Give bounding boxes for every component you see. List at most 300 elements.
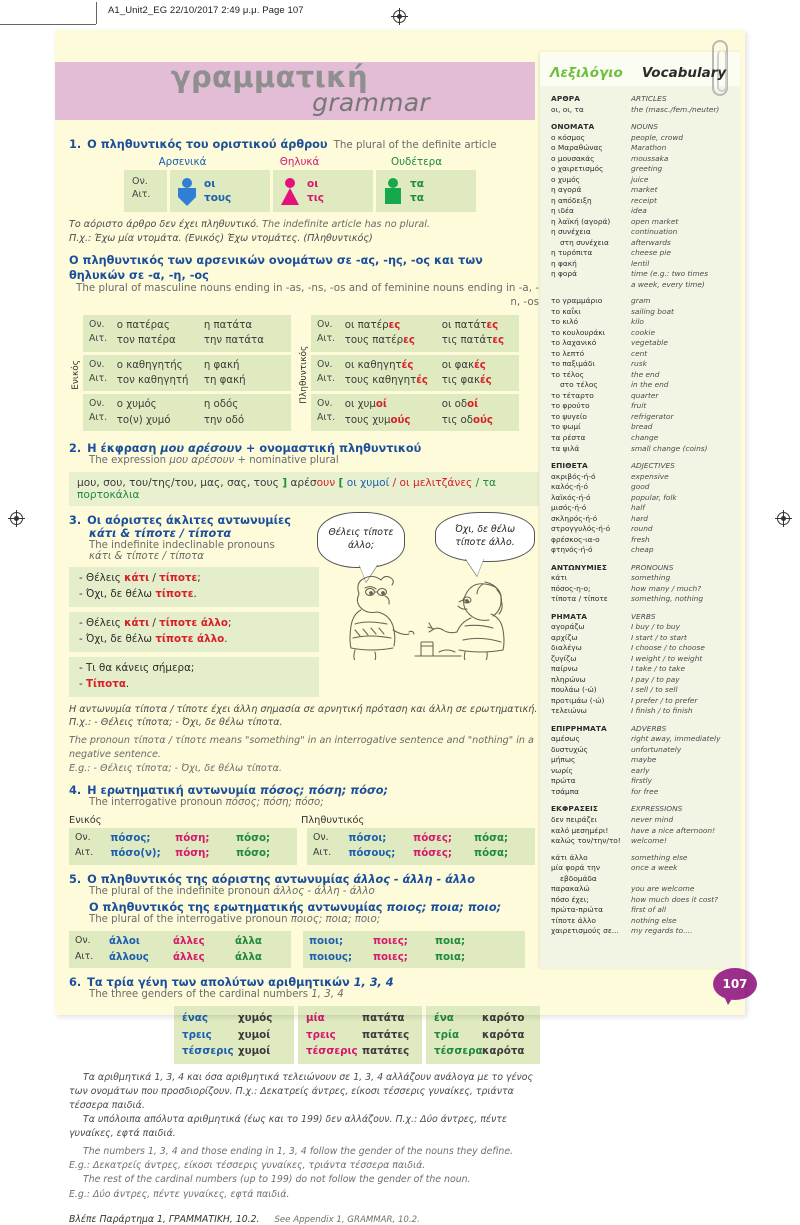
vocabulary-term-greek: χαιρετισμούς σε... <box>551 926 619 936</box>
main-content-column <box>69 130 539 1225</box>
vocabulary-term-english: expensive <box>631 471 669 481</box>
vocabulary-term-greek: φτηνός-ή-ό <box>551 545 593 555</box>
article-words-masculine <box>204 177 231 205</box>
vocabulary-term-greek: εβδομάδα <box>560 873 597 883</box>
vocabulary-term-english: early <box>631 765 650 775</box>
vocabulary-term-greek: οι, οι, τα <box>551 104 584 114</box>
bracket-open-icon: [ <box>338 476 344 489</box>
vocabulary-term-greek: το κουλουράκι <box>551 327 606 337</box>
noun-form: ο πατέρας <box>116 320 170 332</box>
pronoun-form: πόσο; <box>236 833 271 845</box>
vocabulary-term-greek: ζυγίζω <box>551 653 577 663</box>
vocabulary-term-greek: στρογγυλός-ή-ό <box>551 524 611 534</box>
noun-declension-tables <box>69 315 539 434</box>
vocabulary-term-english: kilo <box>631 317 644 327</box>
vocabulary-entry <box>551 105 733 116</box>
case-labels-cell <box>124 170 170 212</box>
table-row <box>313 846 531 861</box>
vocabulary-term-greek: η λαϊκή (αγορά) <box>551 216 611 226</box>
section-5-heading2-english: The plural of the interrogative pronoun ποιος; ποια; ποιο; <box>89 913 381 925</box>
posos-plural-table <box>307 828 535 865</box>
example-line: - Τι θα κάνεις σήμερα; <box>79 661 195 674</box>
speech-bubble-question: Θέλεις τίποτε άλλο; <box>317 512 405 568</box>
vocabulary-term-greek: τα ψιλά <box>551 443 580 453</box>
vocabulary-group <box>551 612 733 717</box>
vocabulary-term-greek: καλός-ή-ό <box>551 482 589 492</box>
vocabulary-term-english: idea <box>631 206 647 216</box>
vocabulary-entry <box>551 685 733 696</box>
vocabulary-term-greek: πρώτα <box>551 776 576 786</box>
vocabulary-term-greek: παρακαλώ <box>551 884 590 894</box>
vocabulary-entry <box>551 380 733 391</box>
vocabulary-term-english: cookie <box>631 327 655 337</box>
table-row <box>182 1027 290 1043</box>
vocabulary-term-english: never mind <box>631 815 674 824</box>
appendix-reference-english: See Appendix 1, GRAMMAR, 10.2. <box>274 1214 420 1225</box>
vocabulary-term-english: nothing else <box>631 915 677 925</box>
expression-option-1: οι χυμοί <box>346 476 390 489</box>
poios-table <box>303 931 525 969</box>
section-4-heading-greek: Η ερωτηματική αντωνυμία πόσος; πόση; πόσο; <box>87 784 389 798</box>
table-row <box>434 1043 536 1059</box>
vocabulary-term-english: receipt <box>631 195 657 205</box>
section-5-heading2-greek: Ο πληθυντικός της ερωτηματικής αντωνυμίας ποιος; ποια; ποιο; <box>89 900 502 914</box>
vocabulary-entry <box>551 493 733 504</box>
noun-form: την πατάτα <box>203 335 264 347</box>
article-fem-nom: οι <box>307 177 319 190</box>
cartoon-illustration <box>315 510 541 660</box>
section-1-number: 1. <box>69 138 82 151</box>
vocabulary-term-english: unfortunately <box>631 744 682 754</box>
expression-verb: αρέσουν <box>290 476 336 489</box>
vocabulary-entry <box>551 594 733 605</box>
vocabulary-term-greek: το παξιμάδι <box>551 359 595 369</box>
vocabulary-term-english: how many / much? <box>631 583 702 593</box>
vocabulary-term-english: you are welcome <box>631 884 695 894</box>
table-row <box>75 934 287 950</box>
vocabulary-term-greek: στη συνέχεια <box>560 237 609 247</box>
vocabulary-term-english: maybe <box>631 755 657 765</box>
section-6-heading-english: The three genders of the cardinal numbers 1, 3, 4 <box>89 989 344 1001</box>
vocabulary-entry <box>551 338 733 349</box>
vocabulary-term-greek: το καΐκι <box>551 306 581 316</box>
vocabulary-term-english: round <box>631 524 653 534</box>
vocabulary-entry <box>551 444 733 455</box>
vocabulary-entry <box>551 573 733 584</box>
vocabulary-term-greek: διαλέγω <box>551 643 582 653</box>
case-label: Αιτ. <box>313 847 332 859</box>
vocabulary-entry <box>551 926 733 937</box>
vocabulary-term-greek: τίποτα / τίποτε <box>551 594 608 604</box>
print-stamp-text: A1_Unit2_EG 22/10/2017 2:49 μ.μ. Page 107 <box>108 5 304 16</box>
table-row <box>309 950 521 966</box>
vocabulary-entry <box>551 472 733 483</box>
definite-article-table <box>124 170 476 212</box>
vocabulary-entry <box>551 391 733 402</box>
vocabulary-term-greek: τίποτε άλλο <box>551 915 596 925</box>
section-1-subheading-english: The plural of masculine nouns ending in -as, -ns, -os and of feminine nouns ending in -a, -n, -os <box>76 282 539 308</box>
case-label: Ον. <box>317 358 333 370</box>
noun-word: χυμοί <box>238 1045 271 1058</box>
noun-form: οι χυμοί <box>344 399 387 411</box>
allos-table <box>69 931 291 969</box>
case-label: Αιτ. <box>317 412 336 424</box>
vocabulary-term-greek: ο κόσμος <box>551 132 585 142</box>
vocabulary-term-english: the end <box>631 369 660 379</box>
pronoun-form: πόσους; <box>348 848 396 860</box>
vocabulary-term-english <box>631 874 731 885</box>
section-3-heading-greek-line2: κάτι & τίποτε / τίποτα <box>89 526 232 540</box>
singular-noun-table <box>83 315 291 434</box>
vocabulary-entry <box>551 787 733 798</box>
vocabulary-term-greek: αρχίζω <box>551 632 578 642</box>
vocabulary-term-english: lentil <box>631 258 650 268</box>
registration-mark-icon <box>391 8 408 25</box>
vocabulary-group <box>551 804 733 936</box>
pronoun-form: πόσες; <box>413 848 452 860</box>
case-label: Αιτ. <box>75 950 94 962</box>
case-label: Ον. <box>75 934 91 946</box>
pronoun-form: άλλους <box>109 951 149 963</box>
vocabulary-term-english: time (e.g.: two times <box>631 269 709 279</box>
vocabulary-entry <box>551 143 733 154</box>
noun-form: τη φακή <box>203 374 246 386</box>
vocabulary-term-greek: το τέταρτο <box>551 390 594 400</box>
article-neut-acc: τα <box>410 192 424 204</box>
noun-form: οι οδοί <box>441 399 479 411</box>
vocabulary-entry <box>551 734 733 745</box>
vocabulary-entry <box>551 259 733 270</box>
section-5-heading-greek: Ο πληθυντικός της αόριστης αντωνυμίας άλλος - άλλη - άλλο <box>87 872 475 886</box>
vocabulary-group <box>551 122 733 454</box>
crop-rule-vertical <box>96 2 97 24</box>
plural-noun-table <box>311 315 519 434</box>
vocabulary-category <box>551 563 733 574</box>
vocabulary-entry <box>551 654 733 665</box>
section-5-header <box>69 873 539 886</box>
noun-form: οι φακές <box>441 359 486 371</box>
vocabulary-term-english: a week, every time) <box>631 279 705 289</box>
vocabulary-term-english: fresh <box>631 534 650 544</box>
allos-poios-tables <box>69 931 539 969</box>
pronoun-form: άλλες <box>173 951 205 963</box>
vocabulary-term-greek: τα ρέστα <box>551 432 586 442</box>
vocabulary-term-english: hard <box>631 513 648 523</box>
vocabulary-term-greek: μήπως <box>551 755 576 765</box>
noun-form: τις οδούς <box>441 414 493 426</box>
vocabulary-category-greek: ΑΝΤΩΝΥΜΙΕΣ <box>551 562 607 572</box>
expression-strip: μου, σου, του/της/του, μας, σας, τους ] αρέσουν [ οι χυμοί / οι μελιτζάνες / τα πορτοκάλια <box>69 472 539 506</box>
page-canvas <box>55 30 748 1225</box>
example-line: - Όχι, δε θέλω τίποτε. <box>79 587 197 600</box>
note-greek-1: Το αόριστο άρθρο δεν έχει πληθυντικό. <box>69 219 260 230</box>
footnote-english-1: The numbers 1, 3, 4 and those ending in 1, 3, 4 follow the gender of the nouns they define. <box>83 1146 514 1158</box>
vocabulary-entry <box>551 633 733 644</box>
pronoun-form: άλλες <box>173 935 205 947</box>
vocabulary-term-english: quarter <box>631 390 659 400</box>
vocabulary-term-english: people, crowd <box>631 132 684 142</box>
vocabulary-entry <box>551 706 733 717</box>
section-6-number: 6. <box>69 976 82 990</box>
vocabulary-term-greek: αγοράζω <box>551 622 585 632</box>
vocabulary-term-english: Marathon <box>631 143 667 153</box>
vocabulary-entry <box>551 905 733 916</box>
vocabulary-entry <box>551 675 733 686</box>
table-row <box>434 1010 536 1026</box>
crop-rule-horizontal <box>0 24 96 25</box>
table-row <box>75 846 293 861</box>
case-label: Αιτ. <box>317 372 336 384</box>
table-row <box>306 1043 418 1059</box>
case-label: Ον. <box>75 832 91 844</box>
vocabulary-term-english: once a week <box>631 863 678 873</box>
vocabulary-term-english: right away, immediately <box>631 734 721 744</box>
vocabulary-term-greek: δυστυχώς <box>551 744 589 754</box>
vocabulary-title-greek: Λεξιλόγιο <box>550 65 623 81</box>
section-3-note-english-1: The pronoun τίποτα / τίποτε means "something" in an interrogative sentence and "nothing" in a negative sentence. <box>69 735 534 761</box>
vocabulary-term-english: open market <box>631 216 679 226</box>
numbers-feminine-column <box>298 1006 422 1063</box>
vocabulary-term-greek: καλώς τον/την/το! <box>551 836 621 846</box>
vocabulary-title-english: Vocabulary <box>641 65 727 81</box>
vocabulary-term-english: bread <box>631 422 653 432</box>
vocabulary-term-greek: πουλάω (-ώ) <box>551 685 597 695</box>
female-figure-icon <box>281 178 299 204</box>
vocabulary-term-english: change <box>631 432 659 442</box>
section-1-heading-english: The plural of the definite article <box>333 139 497 151</box>
example-line: - Θέλεις κάτι / τίποτε; <box>79 571 201 584</box>
vocabulary-term-greek: ο χυμός <box>551 174 580 184</box>
vocabulary-term-greek: η αγορά <box>551 185 582 195</box>
vocabulary-term-greek: παίρνω <box>551 664 578 674</box>
vocabulary-entry <box>551 328 733 339</box>
section-3-number: 3. <box>69 513 82 527</box>
vocabulary-term-greek <box>551 280 631 291</box>
case-label: Αιτ. <box>317 333 336 344</box>
vocabulary-entry <box>551 826 733 837</box>
vocabulary-term-english: I take / to take <box>631 664 685 674</box>
two-people-at-table-drawing <box>315 568 541 660</box>
article-words-neuter <box>410 177 424 205</box>
number-word: ένα <box>434 1012 454 1025</box>
vocabulary-entry <box>551 815 733 826</box>
footnote-greek-1: Τα αριθμητικά 1, 3, 4 και όσα αριθμητικά τελειώνουν σε 1, 3, 4 αλλάζουν ανάλογα με το γένος των ονομάτων που προσδιορίζουν. Π.χ.: Δεκατρείς άντρες, είκοσι τέσσερις γυναίκες, τριάντα τέσσερα παιδιά. <box>69 1071 533 1111</box>
number-word: ένας <box>182 1012 208 1025</box>
vocabulary-term-english: have a nice afternoon! <box>631 825 716 835</box>
vocabulary-category-greek: ΕΚΦΡΑΣΕΙΣ <box>551 804 598 814</box>
case-label: Ον. <box>89 398 105 410</box>
vocabulary-term-english: refrigerator <box>631 411 674 421</box>
vocabulary-term-greek: η απόδειξη <box>551 195 592 205</box>
pronoun-form: πόσα; <box>474 848 509 860</box>
page-title-greek: γραμματική <box>170 60 368 94</box>
section-5-number: 5. <box>69 872 82 886</box>
vocabulary-entry <box>551 217 733 228</box>
noun-form: τον πατέρα <box>116 335 176 347</box>
vocabulary-entry <box>551 895 733 906</box>
vocabulary-term-english: I finish / to finish <box>631 706 693 716</box>
noun-form: τον καθηγητή <box>116 374 189 386</box>
vocabulary-entry <box>551 745 733 756</box>
gender-labels-row <box>124 156 539 168</box>
vocabulary-term-greek: λαϊκός-ή-ό <box>551 492 591 502</box>
noun-form: τους χυμούς <box>344 414 411 426</box>
vocabulary-term-greek: μία φορά την <box>551 863 600 873</box>
noun-word: χυμός <box>238 1012 273 1025</box>
vocabulary-entry <box>551 164 733 175</box>
noun-form: το(ν) χυμό <box>116 414 171 426</box>
vocabulary-category-greek: ΕΠΙΡΡΗΜΑΤΑ <box>551 723 607 733</box>
vocabulary-entry <box>551 185 733 196</box>
vocabulary-category-english: ADVERBS <box>631 723 667 733</box>
gender-label-masculine: Αρσενικά <box>158 156 207 168</box>
example-line: - Θέλεις κάτι / τίποτε άλλο; <box>79 616 232 629</box>
section-3-note <box>69 703 539 777</box>
footnote-english-2: The rest of the cardinal numbers (up to 199) do not follow the gender of the noun. <box>83 1174 471 1186</box>
noun-form: ο χυμός <box>116 399 157 411</box>
vocabulary-term-english: firstly <box>631 776 652 786</box>
number-word: τρεις <box>306 1028 336 1041</box>
article-cell-neuter <box>376 170 476 212</box>
table-row <box>313 831 531 846</box>
table-row <box>83 315 291 352</box>
vocabulary-term-english: continuation <box>631 227 678 237</box>
vocabulary-category-english: VERBS <box>631 611 656 621</box>
vocabulary-card <box>540 52 740 968</box>
section-4-header <box>69 784 539 797</box>
vocabulary-entry <box>551 317 733 328</box>
number-word: τρεις <box>182 1028 212 1041</box>
section-1-header <box>69 138 539 151</box>
vocabulary-entry <box>551 412 733 423</box>
vocabulary-term-greek: ο μουσακάς <box>551 153 595 163</box>
vocabulary-category-greek: ΕΠΙΘΕΤΑ <box>551 461 588 471</box>
registration-mark-icon <box>775 510 792 527</box>
noun-form: η οδός <box>203 399 239 411</box>
vocabulary-entry <box>551 696 733 707</box>
vocabulary-term-greek: το τέλος <box>551 369 584 379</box>
vocabulary-term-greek: πρώτα-πρώτα <box>551 905 603 915</box>
pronoun-form: ποια; <box>435 935 466 947</box>
section-4-number: 4. <box>69 784 82 798</box>
table-row <box>306 1010 418 1026</box>
section-3-heading-greek-line1: Οι αόριστες άκλιτες αντωνυμίες <box>87 513 292 527</box>
section-4-number-labels <box>69 815 539 826</box>
pronoun-form: ποιοι; <box>309 935 344 947</box>
cardinal-numbers-table <box>174 1006 539 1063</box>
noun-form: οι πατάτες <box>441 320 499 332</box>
vocabulary-entry <box>551 280 733 291</box>
vocabulary-term-english: how much does it cost? <box>631 894 719 904</box>
plural-side-label: Πληθυντικός <box>299 345 309 404</box>
table-row <box>75 831 293 846</box>
table-row <box>182 1043 290 1059</box>
case-label: Ον. <box>89 358 105 370</box>
vocabulary-term-english: cheap <box>631 545 654 555</box>
noun-word: χυμοί <box>238 1028 271 1041</box>
pronoun-form: πόσο(ν); <box>110 848 161 860</box>
case-label: Αιτ. <box>89 333 108 344</box>
vocabulary-term-greek: ο Μαραθώνας <box>551 143 603 153</box>
vocabulary-group <box>551 94 733 115</box>
vocabulary-entry <box>551 916 733 927</box>
case-label-nominative: Ον. <box>132 176 148 187</box>
numbers-masculine-column <box>174 1006 294 1063</box>
vocabulary-term-english: greeting <box>631 164 663 174</box>
vocabulary-entry <box>551 503 733 514</box>
example-block <box>69 567 319 607</box>
noun-form: τους καθηγητές <box>344 374 428 386</box>
section-6-header <box>69 976 539 989</box>
vocabulary-term-greek: νωρίς <box>551 765 573 775</box>
vocabulary-term-english: rusk <box>631 359 647 369</box>
footnote-english-2-example: E.g.: Δύο άντρες, πέντε γυναίκες, εφτά παιδιά. <box>69 1188 290 1200</box>
vocabulary-entry <box>551 874 733 885</box>
vocabulary-category <box>551 612 733 623</box>
vocabulary-header <box>550 62 735 81</box>
vocabulary-term-greek: το λαχανικό <box>551 338 597 348</box>
vocabulary-term-greek: η φορά <box>551 269 577 279</box>
vocabulary-term-english: I start / to start <box>631 632 687 642</box>
table-row <box>434 1027 536 1043</box>
vocabulary-term-greek: τελειώνω <box>551 706 587 716</box>
vocabulary-entry <box>551 776 733 787</box>
vocabulary-entry <box>551 359 733 370</box>
noun-word: πατάτες <box>362 1028 410 1041</box>
section-2-heading-english: The expression μου αρέσουν + nominative plural <box>89 454 339 466</box>
vocabulary-term-greek: μισός-ή-ό <box>551 503 587 513</box>
pronoun-form: ποιες; <box>373 935 408 947</box>
vocabulary-category-greek: ΑΡΘΡΑ <box>551 94 581 103</box>
vocabulary-term-greek: το φρούτο <box>551 401 590 411</box>
vocabulary-entry <box>551 884 733 895</box>
vocabulary-term-greek: στο τέλος <box>560 380 598 390</box>
note-greek-2: Π.χ.: Έχω μία ντομάτα. (Ενικός) Έχω ντομάτες. (Πληθυντικός) <box>69 232 373 244</box>
vocabulary-entry <box>551 196 733 207</box>
pronoun-form: ποια; <box>435 951 466 963</box>
expression-pronouns: μου, σου, του/της/του, μας, σας, τους <box>77 476 279 489</box>
vocabulary-entry <box>551 238 733 249</box>
noun-word: πατάτες <box>362 1045 410 1058</box>
page-number-badge: 107 <box>713 968 757 1000</box>
vocabulary-entry <box>551 370 733 381</box>
page-title-band <box>55 62 535 120</box>
vocabulary-entry <box>551 307 733 318</box>
article-cell-feminine <box>273 170 376 212</box>
table-row <box>75 950 287 966</box>
vocabulary-term-greek: το ψωμί <box>551 422 581 432</box>
table-row <box>83 394 291 431</box>
pronoun-form: πόσος; <box>110 833 151 845</box>
noun-form: οι πατέρες <box>344 320 401 332</box>
table-row <box>311 355 519 392</box>
section-2-header <box>69 442 539 455</box>
article-masc-nom: οι <box>204 177 216 190</box>
vocabulary-category-greek: ΟΝΟΜΑΤΑ <box>551 122 595 132</box>
vocabulary-entry <box>551 545 733 556</box>
vocabulary-term-english: I weight / to weight <box>631 653 703 663</box>
speech-bubble-answer: Όχι, δε θέλω τίποτε άλλο. <box>435 512 535 562</box>
pronoun-form: άλλοι <box>109 935 140 947</box>
number-word: τέσσερις <box>182 1045 234 1058</box>
vocabulary-term-english: my regards to.... <box>631 926 693 936</box>
section-6-footnotes <box>69 1071 539 1202</box>
vocabulary-term-greek: ακριβός-ή-ό <box>551 471 596 481</box>
footnote-english-1-example: E.g.: Δεκατρείς άντρες, είκοσι τέσσερις γυναίκες, τριάντα τέσσερα παιδιά. <box>69 1160 426 1172</box>
vocabulary-term-greek: πληρώνω <box>551 674 586 684</box>
number-word: τέσσερα <box>434 1045 483 1058</box>
number-word: τέσσερις <box>306 1045 358 1058</box>
